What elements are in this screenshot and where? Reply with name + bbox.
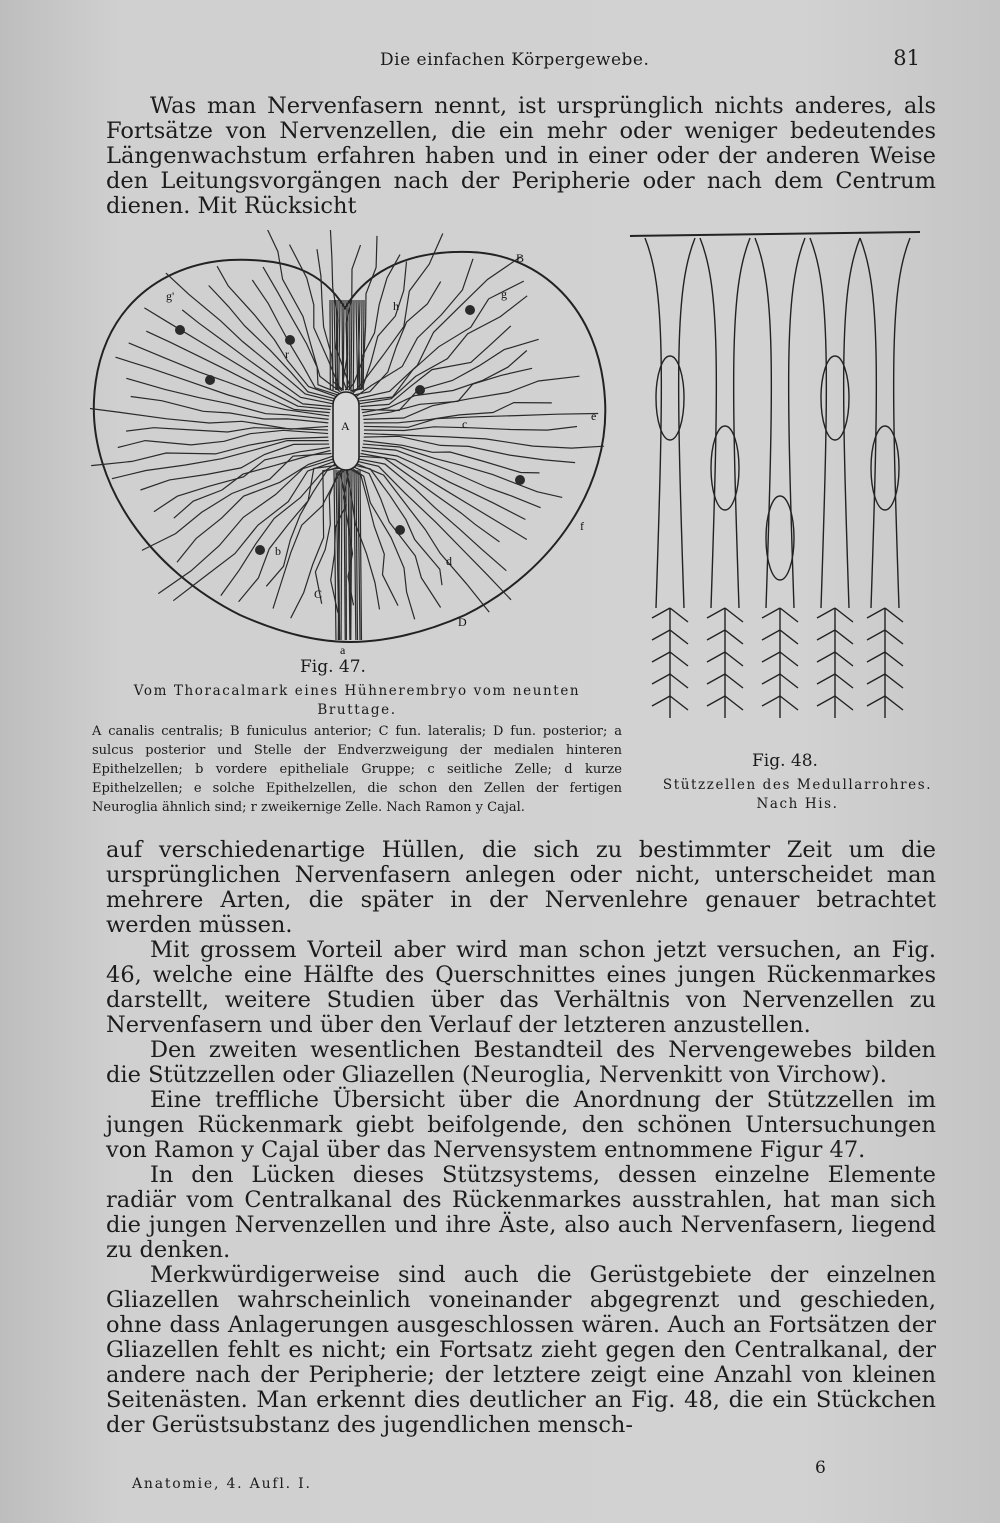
support-cell-body [645, 238, 695, 608]
cell-process [707, 608, 743, 630]
marker-a: a [340, 643, 346, 657]
cell-process [652, 674, 688, 696]
dorsal-fiber [343, 300, 344, 390]
paragraph-6: Merkwürdigerweise sind auch die Gerüstgebiete der einzelnen Gliazellen wahrscheinlich voneinander abgegrenzt und geschieden, ohne dass Anlagerungen ausgeschlossen wären. Auch an Fortsätzen der Gliazellen fehlt es nicht; ein Fortsatz zieht gegen den Centralkanal, der andere nach der Peripherie; der letztere zeigt eine Anzahl von kleinen Seitenästen. Man erkennt dies deutlicher an Fig. 48, die ein Stückchen der Gerüstsubstanz des jugendlichen mensch- [106, 1262, 936, 1438]
dorsal-fiber [353, 300, 354, 390]
dorsal-fiber [361, 300, 362, 390]
glia-fiber [358, 459, 506, 571]
glia-cell [395, 525, 405, 535]
dorsal-fiber [339, 300, 340, 390]
marker-c: c [462, 417, 468, 431]
marker-e: e [591, 409, 597, 423]
glia-fiber [266, 467, 339, 587]
marker-A: A [341, 419, 350, 433]
glia-fiber [182, 310, 332, 404]
figure-48-title: Stützzellen des Medullarrohres. Nach His. [662, 777, 933, 812]
glia-cell [285, 335, 295, 345]
paragraph-4: Eine treffliche Übersicht über die Anordnung der Stützzellen im jungen Rückenmark giebt beifolgende, den schönen Untersuchungen von Ramon y Cajal über das Nervensystem entnommene Figur 47. [106, 1087, 936, 1163]
glia-fiber [364, 414, 598, 428]
figure-47-title: Vom Thoracalmark eines Hühnerembryo vom neunten Bruttage. [133, 683, 581, 718]
ventral-fiber [356, 470, 358, 640]
cell-process [867, 652, 903, 674]
figure-47-label: Fig. 47. [300, 657, 366, 677]
cell-process [762, 608, 798, 630]
cell-process [817, 630, 853, 652]
cell-process [652, 696, 688, 718]
cell-process [817, 652, 853, 674]
support-cell-body [700, 238, 750, 608]
ventral-fiber [341, 470, 342, 640]
figure-47-illustration [90, 230, 620, 660]
glia-cell [255, 545, 265, 555]
support-cells-drawing [630, 228, 930, 748]
support-cell-body [860, 238, 910, 608]
figure-47-caption: A canalis centralis; B funiculus anterior; C fun. lateralis; D fun. posterior; a sulcus posterior und Stelle der Endverzweigung der medialen hinteren Epithelzellen; b vordere epitheliale Gruppe; c seitliche Zelle; d kurze Epithelzellen; e solche Epithelzellen, die schon den Zellen der fertigen Neuroglia ähnlich sind; r zweikernige Zelle. Nach Ramon y Cajal. [92, 724, 622, 815]
marker-B: B [516, 251, 525, 265]
header-title: Die einfachen Körpergewebe. [380, 50, 650, 70]
marker-h: h [393, 299, 399, 313]
marker-D: D [458, 615, 467, 629]
paragraph-3: Den zweiten wesentlichen Bestandteil des Nervengewebes bilden die Stützzellen oder Gliazellen (Neuroglia, Nervenkitt von Virchow). [106, 1037, 936, 1088]
cell-process [867, 674, 903, 696]
glia-fiber [173, 461, 334, 600]
cell-process [867, 630, 903, 652]
glia-fiber [364, 434, 604, 449]
support-cell-body [810, 238, 860, 608]
glia-cell [465, 305, 475, 315]
cell-process [762, 652, 798, 674]
marker-C: C [314, 587, 323, 601]
top-paragraph: Was man Nervenfasern nennt, ist ursprünglich nichts anderes, als Fortsätze von Nervenzellen, die ein mehr oder weniger bedeutendes Längenwachstum erfahren haben und in einer oder der anderen Weise den Leitungsvorgängen nach der Peripherie oder nach dem Centrum dienen. Mit Rücksicht [106, 93, 936, 219]
glia-cell [515, 475, 525, 485]
spinal-cord-cross-section [90, 230, 620, 660]
glia-cell [175, 325, 185, 335]
marker-r: r [285, 347, 289, 361]
ventral-fiber [354, 470, 356, 640]
cell-process [707, 652, 743, 674]
marker-g-prime: g' [166, 289, 175, 303]
footer-signature: Anatomie, 4. Aufl. I. [132, 1476, 312, 1492]
bottom-text [106, 838, 936, 1438]
glia-fiber [356, 259, 473, 397]
cell-process [652, 652, 688, 674]
marker-g: g [501, 287, 507, 301]
paragraph-5: In den Lücken dieses Stützsystems, dessen einzelne Elemente radiär vom Centralkanal des Rückenmarkes ausstrahlen, hat man sich die jungen Nervenzellen und ihre Äste, also auch Nervenfasern, liegend zu denken. [106, 1162, 936, 1263]
cell-nucleus [766, 496, 794, 580]
cell-process [707, 696, 743, 718]
marker-f: f [580, 519, 584, 533]
cell-process [652, 608, 688, 630]
running-header [100, 44, 940, 74]
dorsal-fiber [351, 300, 352, 390]
cell-process [817, 674, 853, 696]
figure-48-illustration [630, 228, 930, 748]
glia-fiber [174, 451, 331, 519]
sheet-number: 6 [815, 1458, 826, 1478]
cell-process [707, 630, 743, 652]
glia-fiber [348, 236, 377, 390]
cell-process [707, 674, 743, 696]
glia-fiber [217, 266, 336, 396]
cell-process [652, 630, 688, 652]
support-cell-body [755, 238, 805, 608]
dorsal-fiber [363, 300, 364, 390]
cell-nucleus [656, 356, 684, 440]
cell-process [817, 608, 853, 630]
cell-process [867, 696, 903, 718]
cell-process [762, 696, 798, 718]
glia-fiber [364, 436, 575, 462]
cell-process [762, 630, 798, 652]
cell-process [867, 608, 903, 630]
dorsal-fiber [347, 300, 348, 390]
glia-fiber [363, 376, 579, 419]
dorsal-fiber [342, 300, 343, 390]
glia-cell [205, 375, 215, 385]
marker-d: d [446, 554, 452, 568]
glia-fiber [262, 230, 341, 392]
glia-cell [415, 385, 425, 395]
cell-process [817, 696, 853, 718]
page-number: 81 [893, 46, 920, 70]
glia-fiber [355, 465, 442, 585]
glia-fiber [361, 326, 511, 407]
paragraph-2: Mit grossem Vorteil aber wird man schon jetzt versuchen, an Fig. 46, welche eine Hälfte des Querschnittes eines jungen Rückenmarkes darstellt, weitere Studien über das Verhältnis von Nervenzellen zu Nervenfasern und über den Verlauf der letzteren anzustellen. [106, 937, 936, 1038]
cell-process [762, 674, 798, 696]
cell-nucleus [821, 356, 849, 440]
marker-b: b [275, 544, 281, 558]
paragraph-1: auf verschiedenartige Hüllen, die sich zu bestimmter Zeit um die ursprünglichen Nervenfasern anlegen oder nicht, unterscheidet man mehrere Arten, die später in der Nervenlehre genauer betrachtet werden müssen. [106, 837, 936, 938]
figure-48-label: Fig. 48. [752, 751, 818, 771]
dorsal-fiber [332, 300, 333, 390]
